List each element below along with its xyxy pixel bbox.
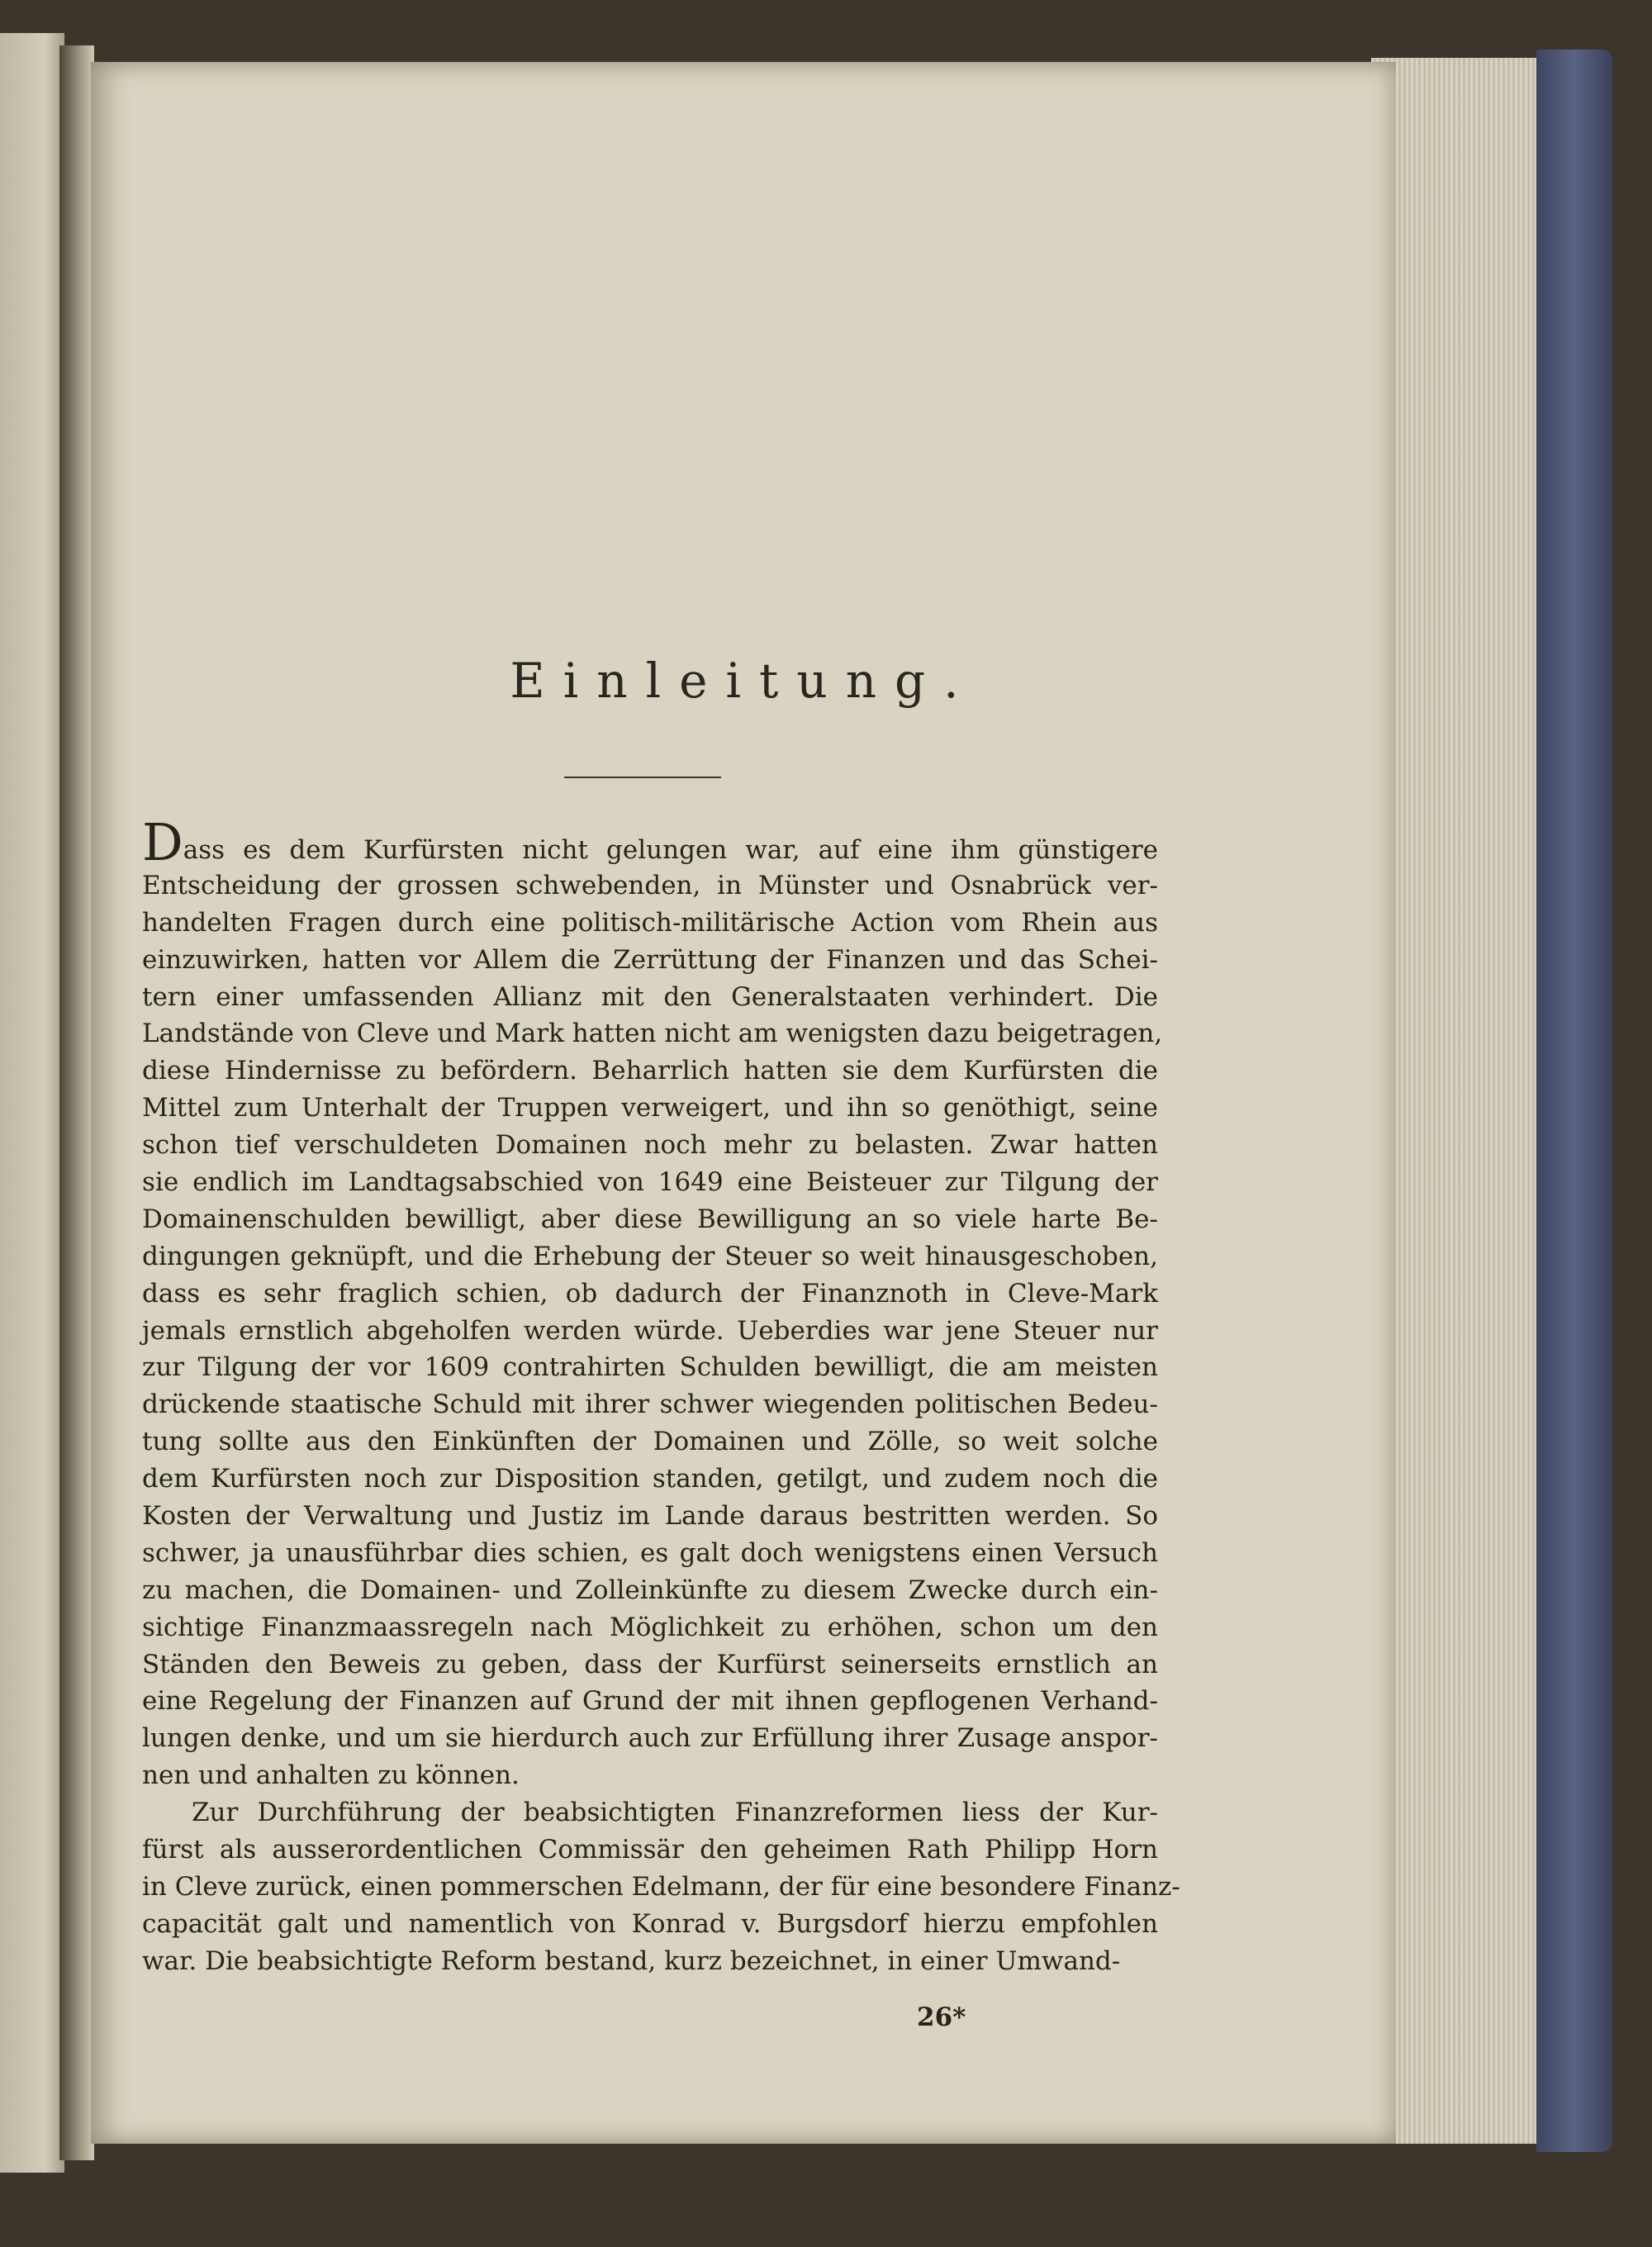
book-cover [1536,50,1612,2152]
text-line: handelten Fragen durch eine politisch-militärische Action vom Rhein aus [142,907,1158,938]
text-line: nen und anhalten zu können. [142,1760,520,1791]
text-line: zu machen, die Domainen- und Zolleinkünfte zu diesem Zwecke durch ein- [142,1575,1158,1605]
page-stack-edge [1371,58,1549,2144]
initial-letter: D [142,812,183,872]
text-line: diese Hindernisse zu befördern. Beharrlich hatten sie dem Kurfürsten die [142,1056,1158,1086]
text-line: Kosten der Verwaltung und Justiz im Lande daraus bestritten werden. So [142,1501,1158,1532]
text-line: Landstände von Cleve und Mark hatten nicht am wenigsten dazu beigetragen, [142,1019,1163,1049]
title-divider [564,777,721,778]
text-line: Ständen den Beweis zu geben, dass der Kurfürst seinerseits ernstlich an [142,1649,1158,1679]
text-line: capacität galt und namentlich von Konrad v. Burgsdorf hierzu empfohlen [142,1908,1158,1939]
text-line: jemals ernstlich abgeholfen werden würde. Ueberdies war jene Steuer nur [142,1315,1158,1346]
text-line: dingungen geknüpft, und die Erhebung der Steuer so weit hinausgeschoben, [142,1241,1158,1271]
text-line: sie endlich im Landtagsabschied von 1649 eine Beisteuer zur Tilgung der [142,1167,1158,1198]
paragraph [142,1794,1180,1979]
text-line: dass es sehr fraglich schien, ob dadurch der Finanznoth in Cleve-Mark [142,1278,1158,1309]
text-line: eine Regelung der Finanzen auf Grund der mit ihnen gepflogenen Verhand- [142,1686,1158,1717]
text-line: schwer, ja unausführbar dies schien, es galt doch wenigstens einen Versuch [142,1537,1158,1568]
text-line: Zur Durchführung der beabsichtigten Finanzreformen liess der Kur- [192,1798,1158,1828]
text-line: Mittel zum Unterhalt der Truppen verweigert, und ihn so genöthigt, seine [142,1093,1158,1124]
text-line: sichtige Finanzmaassregeln nach Möglichkeit zu erhöhen, schon um den [142,1612,1158,1642]
text-line: lungen denke, und um sie hierdurch auch zur Erfüllung ihrer Zusage anspor- [142,1723,1158,1754]
paragraph [142,812,1163,1794]
text-line: fürst als ausserordentlichen Commissär den geheimen Rath Philipp Horn [142,1835,1158,1865]
text-line: einzuwirken, hatten vor Allem die Zerrüttung der Finanzen und das Schei- [142,944,1158,975]
text-line: Entscheidung der grossen schwebenden, in Münster und Osnabrück ver- [142,870,1158,900]
text-line: tung sollte aus den Einkünften der Domainen und Zölle, so weit solche [142,1427,1158,1457]
page-title: Einleitung. [510,653,977,709]
text-line: drückende staatische Schuld mit ihrer schwer wiegenden politischen Bedeu- [142,1390,1158,1420]
text-line: schon tief verschuldeten Domainen noch mehr zu belasten. Zwar hatten [142,1130,1158,1161]
text-line: war. Die beabsichtigte Reform bestand, kurz bezeichnet, in einer Umwand- [142,1945,1121,1976]
text-line: zur Tilgung der vor 1609 contrahirten Schulden bewilligt, die am meisten [142,1352,1158,1383]
book-gutter [59,45,94,2160]
previous-page-edge [0,33,64,2173]
text-line: dem Kurfürsten noch zur Disposition standen, getilgt, und zudem noch die [142,1464,1158,1494]
text-line: Domainenschulden bewilligt, aber diese Bewilligung an so viele harte Be- [142,1204,1158,1234]
text-line: Dass es dem Kurfürsten nicht gelungen war, auf eine ihm günstigere [142,812,1158,872]
text-line: tern einer umfassenden Allianz mit den Generalstaaten verhindert. Die [142,981,1158,1012]
text-line: in Cleve zurück, einen pommerschen Edelmann, der für eine besondere Finanz- [142,1871,1180,1902]
body-text [142,812,1180,1980]
page-number: 26* [917,2002,966,2032]
